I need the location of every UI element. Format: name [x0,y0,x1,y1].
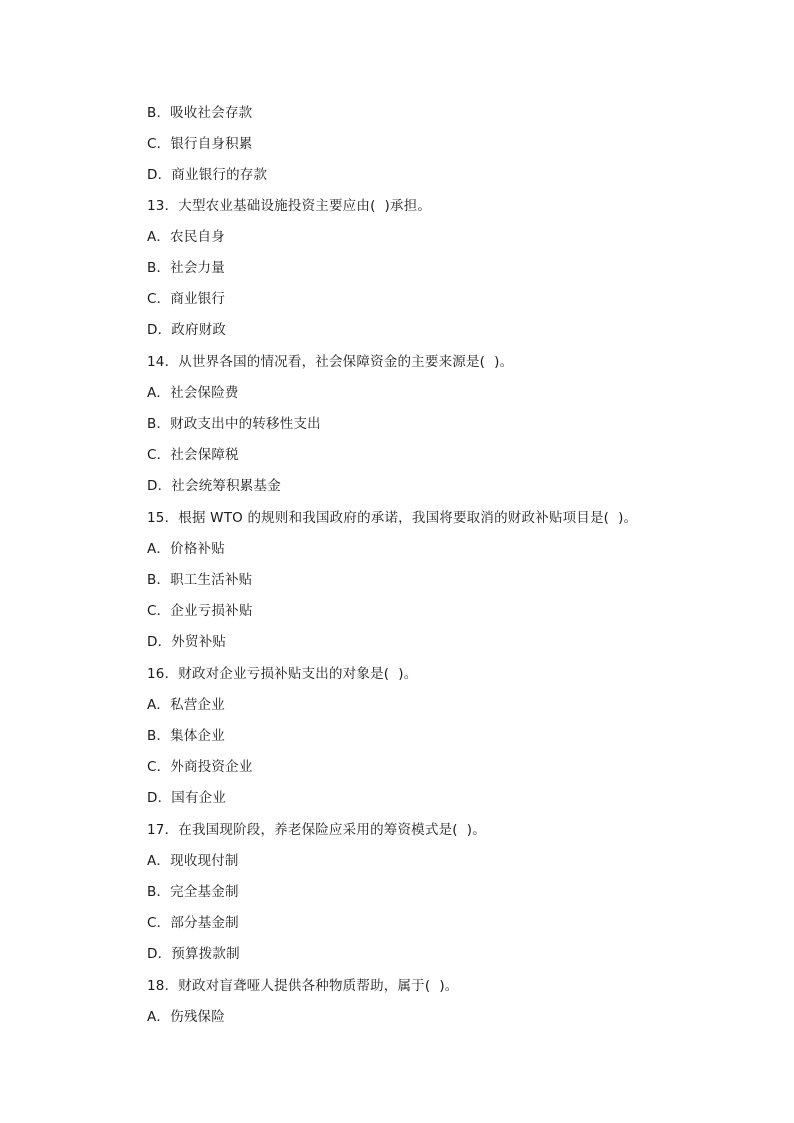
option-c-line: C．银行自身积累 [147,136,253,152]
option-a-line: A．农民自身 [147,229,225,245]
question-14: 14．从世界各国的情况看，社会保障资金的主要来源是( )。 [147,354,514,370]
option-a-line: A．价格补贴 [147,541,225,557]
option-a-line: A．社会保险费 [147,385,239,401]
option-b-line: B．社会力量 [147,260,225,276]
option-d-line: D．社会统筹积累基金 [147,478,281,494]
option-c-line: C．部分基金制 [147,915,239,931]
option-a-line: A．伤残保险 [147,1009,225,1025]
option-d-line: D．预算拨款制 [147,946,240,962]
option-c-line: C．企业亏损补贴 [147,603,253,619]
option-c-line: C．外商投资企业 [147,759,253,775]
option-b-line: B．职工生活补贴 [147,572,253,588]
option-a-line: A．私营企业 [147,697,225,713]
option-b-line: B．吸收社会存款 [147,105,253,121]
option-d-line: D．商业银行的存款 [147,167,268,183]
question-18: 18．财政对盲聋哑人提供各种物质帮助，属于( )。 [147,978,459,994]
option-b-line: B．集体企业 [147,728,225,744]
option-b-line: B．财政支出中的转移性支出 [147,416,321,432]
question-16: 16．财政对企业亏损补贴支出的对象是( )。 [147,666,418,682]
question-17: 17．在我国现阶段，养老保险应采用的筹资模式是( )。 [147,822,486,838]
option-d-line: D．政府财政 [147,322,227,338]
option-c-line: C．社会保障税 [147,447,239,463]
option-c-line: C．商业银行 [147,291,226,307]
option-d-line: D．外贸补贴 [147,634,227,650]
option-d-line: D．国有企业 [147,790,227,806]
option-b-line: B．完全基金制 [147,884,239,900]
option-a-line: A．现收现付制 [147,853,239,869]
question-15: 15．根据 WTO 的规则和我国政府的承诺，我国将要取消的财政补贴项目是( )。 [147,510,638,526]
question-13: 13．大型农业基础设施投资主要应由( )承担。 [147,198,432,214]
